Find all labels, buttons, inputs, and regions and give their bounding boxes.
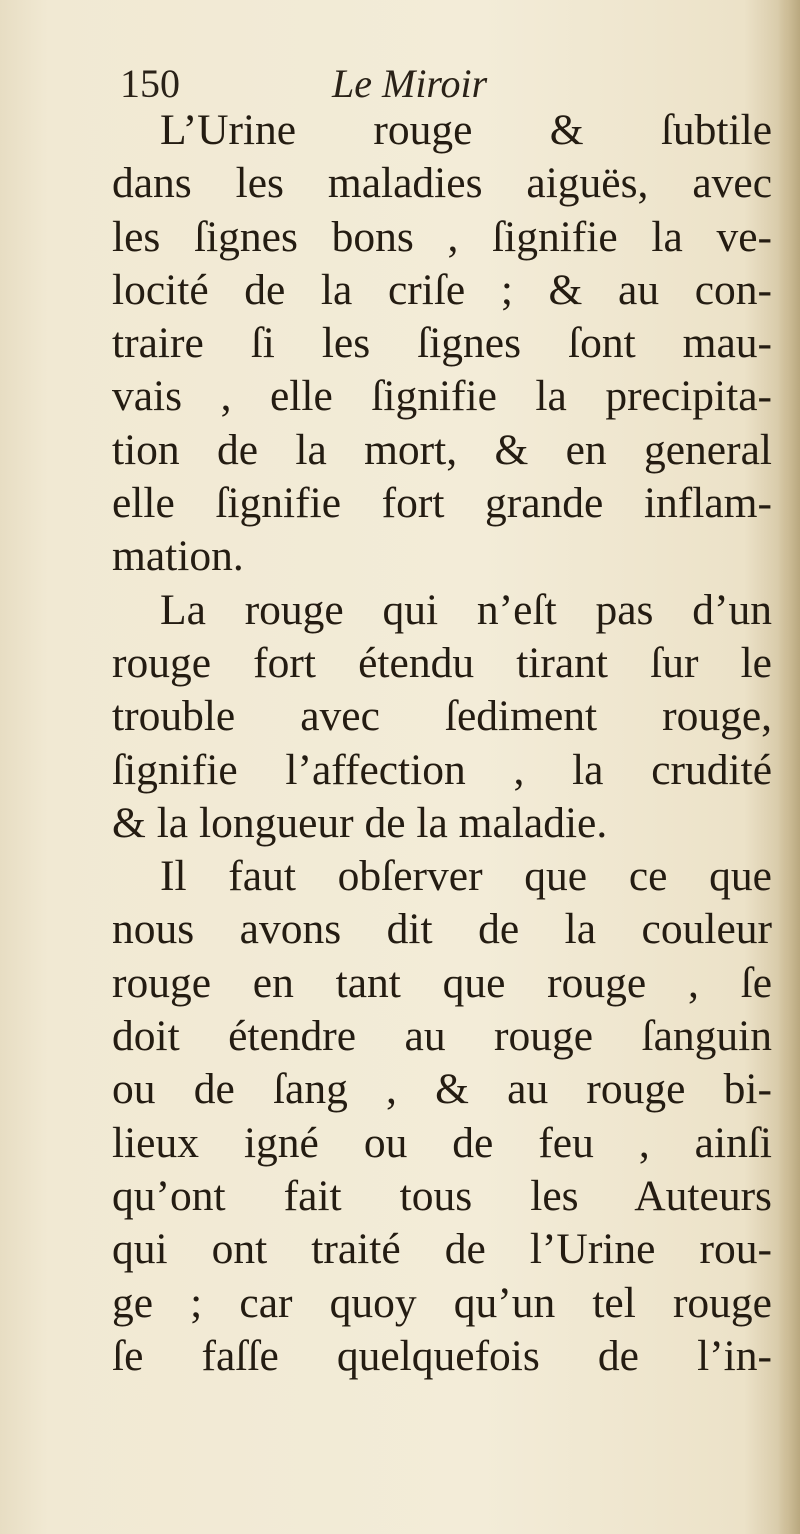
text-line: les ſignes bons , ſignifie la ve- — [112, 212, 772, 261]
text-line: qu’ont fait tous les Auteurs — [112, 1171, 772, 1220]
text-line: & la longueur de la maladie. — [112, 798, 608, 847]
running-header — [120, 58, 720, 110]
text-line: La rouge qui n’eſt pas d’un — [160, 585, 772, 634]
text-line: ge ; car quoy qu’un tel rouge — [112, 1278, 772, 1327]
text-line: dans les maladies aiguës, avec — [112, 159, 772, 208]
text-line: elle ſignifie fort grande inflam- — [112, 479, 772, 528]
text-line: mation. — [112, 532, 244, 581]
text-line: traire ſi les ſignes ſont mau- — [112, 319, 772, 368]
text-line: ſignifie l’affection , la crudité — [112, 745, 772, 794]
text-line: vais , elle ſignifie la precipita- — [112, 372, 772, 421]
text-line: ou de ſang , & au rouge bi- — [112, 1065, 772, 1114]
text-line: lieux igné ou de feu , ainſi — [112, 1118, 772, 1167]
text-line: L’Urine rouge & ſubtile — [160, 106, 772, 154]
page-gutter-shadow — [778, 0, 800, 1534]
text-line: nous avons dit de la couleur — [112, 905, 772, 954]
text-line: trouble avec ſediment rouge, — [112, 692, 772, 741]
text-line: Il faut obſerver que ce que — [160, 852, 772, 901]
text-line: locité de la criſe ; & au con- — [112, 265, 772, 314]
text-line: tion de la mort, & en general — [112, 425, 772, 474]
text-line: qui ont traité de l’Urine rou- — [112, 1225, 772, 1274]
body-text — [112, 104, 772, 1383]
page-number: 150 — [120, 61, 180, 106]
running-title: Le Miroir — [332, 61, 488, 106]
text-line: rouge en tant que rouge , ſe — [112, 958, 772, 1007]
text-line: doit étendre au rouge ſanguin — [112, 1012, 772, 1061]
text-line: ſe faſſe quelquefois de l’in- — [112, 1331, 772, 1380]
text-line: rouge fort étendu tirant ſur le — [112, 638, 772, 687]
